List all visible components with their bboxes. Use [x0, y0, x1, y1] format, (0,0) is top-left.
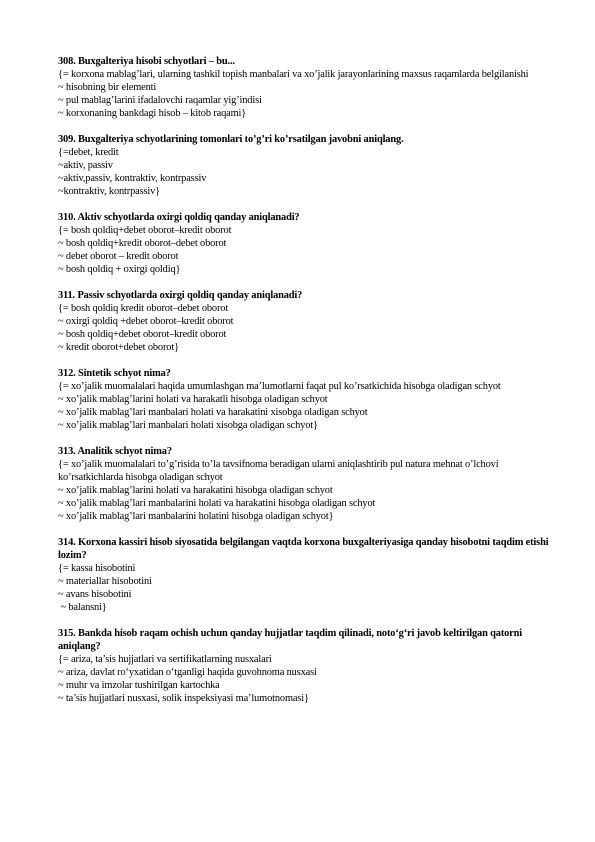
document-page [58, 55, 558, 718]
answer-line: ~ oxirgi qoldiq +debet oborot–kredit oborot [58, 316, 234, 327]
answer-line: ~ bosh qoldiq+debet oborot–kredit oborot [58, 329, 227, 340]
answer-line: ~ muhr va imzolar tushirilgan kartochka [58, 680, 220, 691]
answer-line: ~ xo’jalik mablag’larini holati va harakatini hisobga oladigan schyot [58, 485, 333, 496]
question-title: 309. Buxgalteriya schyotlarining tomonlari to’g’ri ko’rsatilgan javobni aniqlang. [58, 134, 404, 145]
question-310 [58, 211, 558, 276]
question-title: 313. Analitik schyot nima? [58, 446, 172, 457]
answer-line: ~ ariza, davlat ro‘yxatidan o‘tganligi haqida guvohnoma nusxasi [58, 667, 317, 678]
question-315 [58, 627, 558, 705]
answer-line: ~ xo’jalik mablag’lari manbalari holati xisobga oladigan schyot} [58, 420, 318, 431]
answer-line: {= korxona mablag’lari, ularning tashkil topish manbalari va xo’jalik jarayonlarining maxsus raqamlarda belgilanishi [58, 69, 529, 80]
question-title: 311. Passiv schyotlarda oxirgi qoldiq qanday aniqlanadi? [58, 290, 303, 301]
answer-line: ~ materiallar hisobotini [58, 576, 152, 587]
answer-line: {= ariza, ta’sis hujjatlari va sertifikatlarning nusxalari [58, 654, 272, 665]
answer-line: ~ korxonaning bankdagi hisob – kitob raqami} [58, 108, 247, 119]
answer-line: ~ xo’jalik mablag’lari manbalarini holati va harakatini hisobga oladigan schyot [58, 498, 376, 509]
question-title: 310. Aktiv schyotlarda oxirgi qoldiq qanday aniqlanadi? [58, 212, 300, 223]
answer-line: {= bosh qoldiq+debet oborot–kredit oborot [58, 225, 232, 236]
question-title: 308. Buxgalteriya hisobi schyotlari – bu... [58, 56, 235, 67]
question-title: 312. Sintetik schyot nima? [58, 368, 171, 379]
answer-line: {= xo’jalik muomalalari to’g’risida to’la tavsifnoma beradigan ularni aniqlashtirib pul natura mehnat o’lchovi ko’rsatkichlarda hisobga oladigan schyot [58, 459, 499, 483]
answer-line: ~ kredit oborot+debet oborot} [58, 342, 179, 353]
answer-line: {= bosh qoldiq kredit oborot–debet oborot [58, 303, 229, 314]
answer-line: ~kontraktiv, kontrpassiv} [58, 186, 160, 197]
question-312 [58, 367, 558, 432]
answer-line: ~ xo’jalik mablag’larini holati va harakatli hisobga oladigan schyot [58, 394, 328, 405]
answer-line: ~ xo’jalik mablag’lari manbalarini holatini hisobga oladigan schyot} [58, 511, 334, 522]
answer-line: ~ pul mablag’larini ifadalovchi raqamlar yig’indisi [58, 95, 262, 106]
answer-line: ~ avans hisobotini [58, 589, 132, 600]
question-308 [58, 55, 558, 120]
answer-line: ~ bosh qoldiq + oxirgi qoldiq} [58, 264, 181, 275]
question-311 [58, 289, 558, 354]
question-313 [58, 445, 558, 523]
answer-line: {= xo’jalik muomalalari haqida umumlashgan ma’lumotlarni faqat pul ko’rsatkichida hisobga oladigan schyot [58, 381, 501, 392]
answer-line: {= kassa hisobotini [58, 563, 136, 574]
answer-line: ~ bosh qoldiq+kredit oborot–debet oborot [58, 238, 227, 249]
question-309 [58, 133, 558, 198]
answer-line: ~ hisobning bir elementi [58, 82, 157, 93]
answer-line: ~ xo’jalik mablag’lari manbalari holati va harakatini xisobga oladigan schyot [58, 407, 368, 418]
question-314 [58, 536, 558, 614]
answer-line: ~ balansni} [58, 602, 107, 613]
answer-line: ~aktiv, passiv [58, 160, 113, 171]
answer-line: ~aktiv,passiv, kontraktiv, kontrpassiv [58, 173, 207, 184]
answer-line: ~ ta’sis hujjatlari nusxasi, solik inspeksiyasi ma’lumotnomasi} [58, 693, 309, 704]
question-title: 315. Bankda hisob raqam ochish uchun qanday hujjatlar taqdim qilinadi, noto‘g‘ri javob keltirilgan qatorni aniqlang? [58, 628, 523, 652]
answer-line: {=debet, kredit [58, 147, 119, 158]
question-title: 314. Korxona kassiri hisob siyosatida belgilangan vaqtda korxona buxgalteriyasiga qanday hisobotni taqdim etishi lozim? [58, 537, 549, 561]
answer-line: ~ debet oborot – kredit oborot [58, 251, 179, 262]
